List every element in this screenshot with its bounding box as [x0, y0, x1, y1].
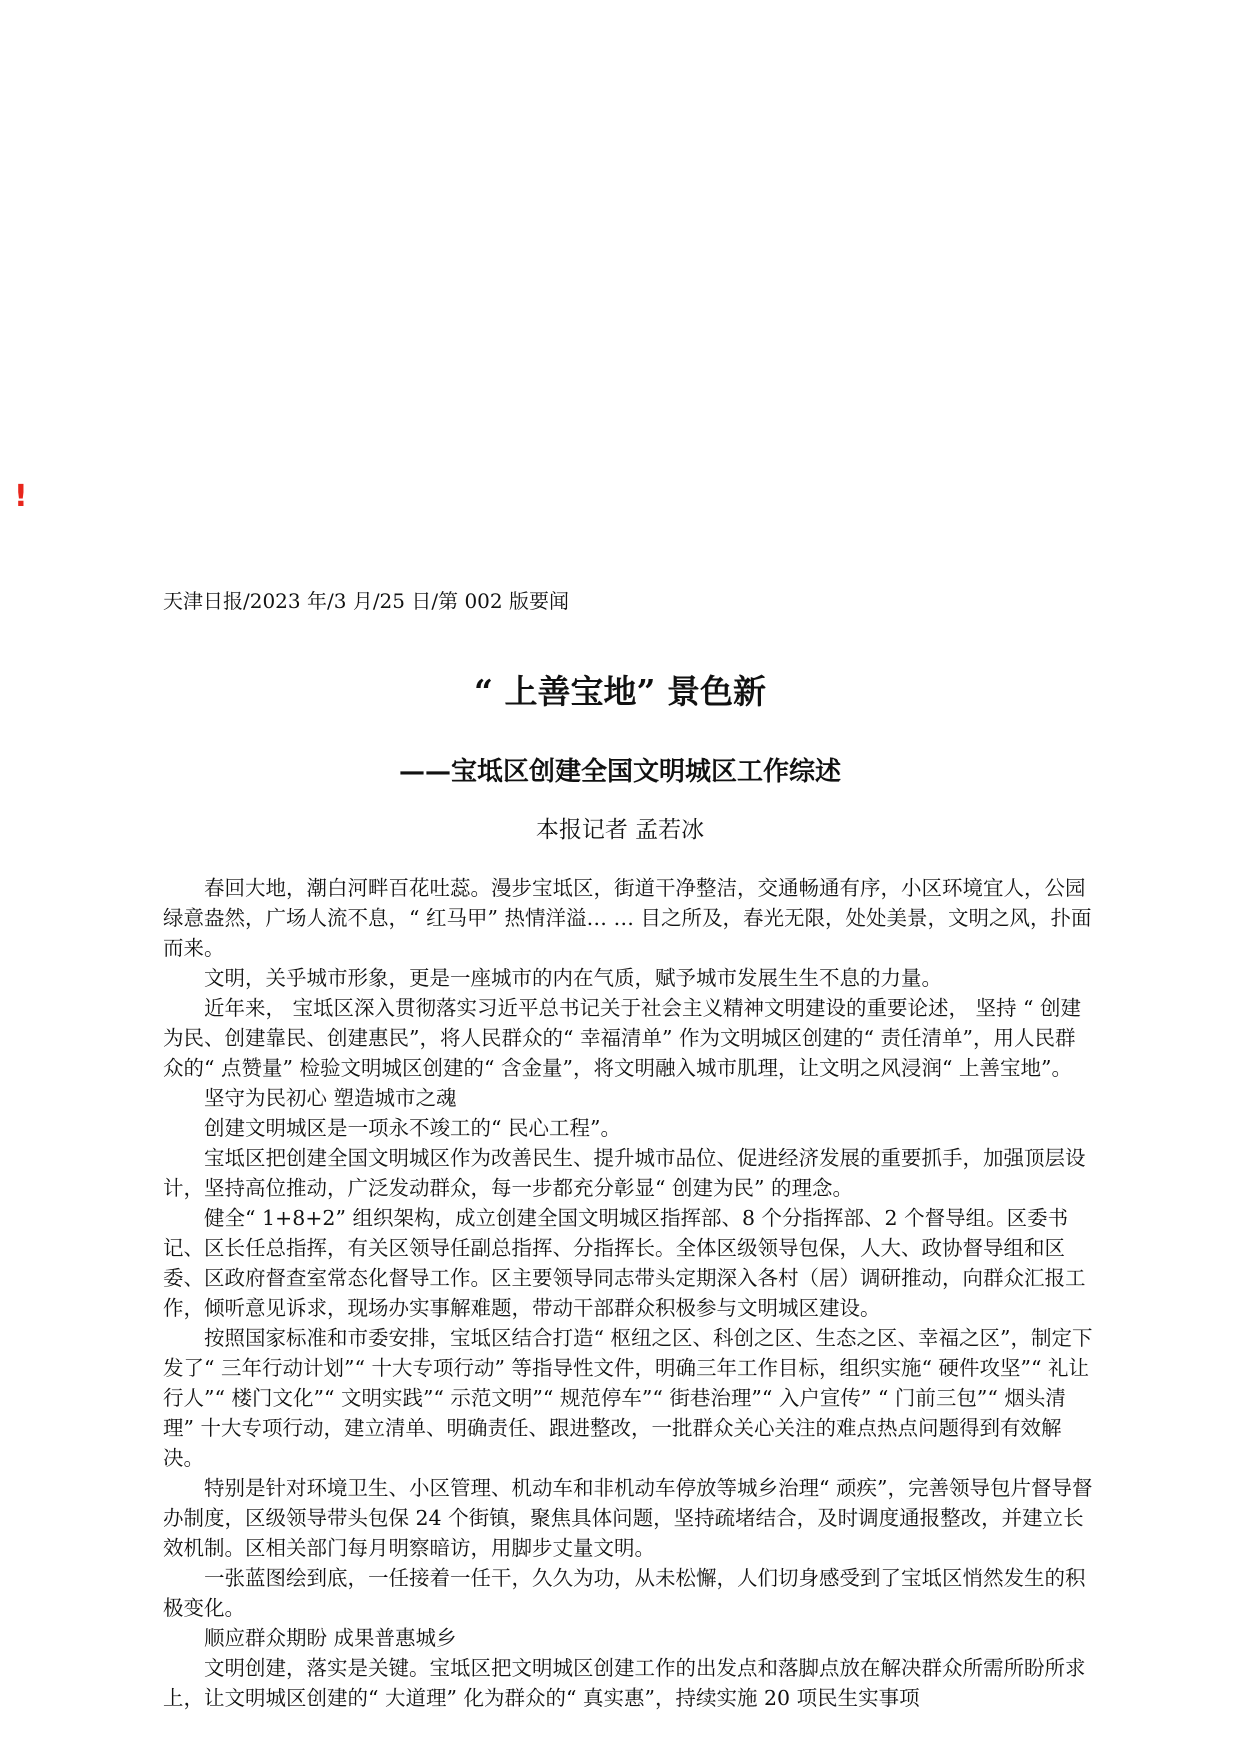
paragraph: 健全“ 1+8+2” 组织架构，成立创建全国文明城区指挥部、8 个分指挥部、2 个督导组。区委书记、区长任总指挥，有关区领导任副总指挥、分指挥长。全体区级领导包保，人大、政协督导组和区委、区政府督查室常态化督导工作。区主要领导同志带头定期深入各村（居）调研推动，向群众汇报工作，倾听意见诉求，现场办实事解难题，带动干部群众积极参与文明城区建设。 — [163, 1206, 1086, 1320]
article-body — [163, 873, 1093, 1713]
section-heading: 坚守为民初心 塑造城市之魂 — [204, 1086, 457, 1110]
paragraph: 春回大地，潮白河畔百花吐蕊。漫步宝坻区，街道干净整洁，交通畅通有序，小区环境宜人，公园绿意盎然，广场人流不息，“ 红马甲” 热情洋溢… … 目之所及，春光无限，处处美景，文明之风，扑面而来。 — [163, 876, 1092, 960]
paragraph: 按照国家标准和市委安排，宝坻区结合打造“ 枢纽之区、科创之区、生态之区、幸福之区”，制定下发了“ 三年行动计划”“ 十大专项行动” 等指导性文件，明确三年工作目标，组织实施“ 硬件攻坚”“ 礼让行人”“ 楼门文化”“ 文明实践”“ 示范文明”“ 规范停车”“ 街巷治理”“ 入户宣传” “ 门前三包”“ 烟头清理” 十大专项行动，建立清单、明确责任、跟进整改，一批群众关心关注的难点热点问题得到有效解决。 — [163, 1326, 1093, 1470]
paragraph: 一张蓝图绘到底，一任接着一任干，久久为功，从未松懈，人们切身感受到了宝坻区悄然发生的积极变化。 — [163, 1566, 1086, 1620]
paragraph: 特别是针对环境卫生、小区管理、机动车和非机动车停放等城乡治理“ 顽疾”，完善领导包片督导督办制度，区级领导带头包保 24 个街镇，聚焦具体问题，坚持疏堵结合，及时调度通报整改，并建立长效机制。区相关部门每月明察暗访，用脚步丈量文明。 — [163, 1476, 1093, 1560]
article-subtitle: ——宝坻区创建全国文明城区工作综述 — [398, 757, 841, 787]
section-heading: 顺应群众期盼 成果普惠城乡 — [204, 1626, 457, 1650]
paragraph: 创建文明城区是一项永不竣工的“ 民心工程”。 — [204, 1116, 621, 1140]
paragraph: 宝坻区把创建全国文明城区作为改善民生、提升城市品位、促进经济发展的重要抓手，加强顶层设计，坚持高位推动，广泛发动群众，每一步都充分彰显“ 创建为民” 的理念。 — [163, 1146, 1086, 1200]
alert-mark: ! — [14, 479, 28, 514]
paragraph: 近年来， 宝坻区深入贯彻落实习近平总书记关于社会主义精神文明建设的重要论述， 坚持 “ 创建为民、创建靠民、创建惠民”，将人民群众的“ 幸福清单” 作为文明城区创建的“ 责任清单”，用人民群众的“ 点赞量” 检验文明城区创建的“ 含金量”，将文明融入城市肌理，让文明之风浸润“ 上善宝地”。 — [163, 996, 1082, 1080]
article-title: “ 上善宝地” 景色新 — [474, 672, 766, 711]
paragraph: 文明，关乎城市形象，更是一座城市的内在气质，赋予城市发展生生不息的力量。 — [204, 966, 942, 990]
byline: 本报记者 孟若冰 — [535, 817, 705, 843]
source-line: 天津日报/2023 年/3 月/25 日/第 002 版要闻 — [163, 589, 569, 613]
paragraph: 文明创建，落实是关键。宝坻区把文明城区创建工作的出发点和落脚点放在解决群众所需所盼所求上，让文明城区创建的“ 大道理” 化为群众的“ 真实惠”，持续实施 20 项民生实事项 — [163, 1656, 1086, 1710]
